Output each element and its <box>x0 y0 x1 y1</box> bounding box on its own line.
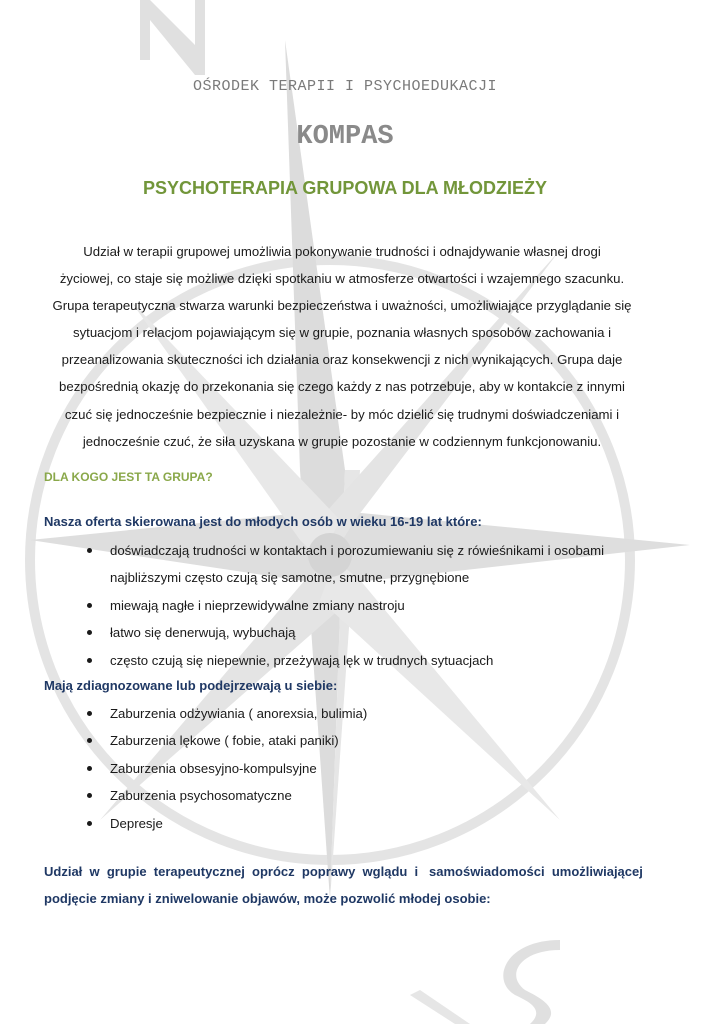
bullet-icon <box>87 548 92 553</box>
list-item <box>80 592 604 619</box>
list-item <box>80 537 604 592</box>
offer-heading: Nasza oferta skierowana jest do młodych osób w wieku 16-19 lat które: <box>44 514 482 529</box>
list-item <box>80 727 367 754</box>
bullet-icon <box>87 630 92 635</box>
list-item-text: Zaburzenia odżywiania ( anorexsia, bulimia) <box>110 706 368 721</box>
bullet-icon <box>87 738 92 743</box>
bullet-icon <box>87 793 92 798</box>
list-item <box>80 810 367 837</box>
list-item-text: Zaburzenia lękowe ( fobie, ataki paniki) <box>110 733 339 749</box>
list-item <box>80 700 367 727</box>
intro-line: jednocześnie czuć, że siła uzyskana w grupie pozostanie w codziennym funkcjonowaniu. <box>82 433 602 449</box>
closing-paragraph <box>44 858 648 913</box>
intro-line: przeanalizowania skuteczności ich działania oraz konsekwencji z nich wynikających. Grupa daje <box>61 352 623 368</box>
intro-paragraph <box>42 238 642 455</box>
list-item-text-continued: najbliższymi często czują się samotne, smutne, przygnębione <box>110 570 470 586</box>
closing-line: Udział w grupie terapeutycznej oprócz poprawy wglądu i samoświadomości umożliwiającej <box>44 864 643 879</box>
bullet-icon <box>87 821 92 826</box>
offer-list <box>80 537 604 674</box>
intro-line: bezpośrednią okazję do przekonania się czego każdy z nas potrzebuje, aby w kontakcie z innymi <box>59 379 625 395</box>
intro-line: Udział w terapii grupowej umożliwia pokonywanie trudności i odnajdywanie własnej drogi <box>83 244 601 259</box>
list-item <box>80 782 367 809</box>
section-heading-audience: DLA KOGO JEST TA GRUPA? <box>44 470 213 484</box>
list-item <box>80 647 604 674</box>
organization-name: OŚRODEK TERAPII I PSYCHOEDUKACJI <box>192 78 498 95</box>
bullet-icon <box>87 766 92 771</box>
list-item-text: Zaburzenia obsesyjno-kompulsyjne <box>110 760 317 776</box>
list-item-text: miewają nagłe i nieprzewidywalne zmiany nastroju <box>110 597 405 613</box>
list-item-text: łatwo się denerwują, wybuchają <box>110 625 296 641</box>
list-item <box>80 755 367 782</box>
list-item-text: doświadczają trudności w kontaktach i porozumiewaniu się z rówieśnikami i osobami <box>110 543 605 558</box>
list-item-text: często czują się niepewnie, przeżywają lęk w trudnych sytuacjach <box>110 652 494 668</box>
intro-line: czuć się jednocześnie bezpiecznie i niezależnie- by móc dzielić się trudnymi doświadczeniami i <box>64 406 620 422</box>
list-item <box>80 619 604 646</box>
list-item-text: Depresje <box>110 815 163 831</box>
bullet-icon <box>87 658 92 663</box>
page-title: PSYCHOTERAPIA GRUPOWA DLA MŁODZIEŻY <box>142 178 547 198</box>
list-item-text: Zaburzenia psychosomatyczne <box>110 788 292 804</box>
intro-line: Grupa terapeutyczna stwarza warunki bezpieczeństwa i uważności, umożliwiające przyglądanie się <box>52 298 632 314</box>
bullet-icon <box>87 711 92 716</box>
brand-name: KOMPAS <box>296 122 394 152</box>
bullet-icon <box>87 603 92 608</box>
intro-line: sytuacjom i relacjom pojawiającym się w grupie, poznania własnych sposobów zachowania i <box>72 325 611 341</box>
intro-line: życiowej, co staje się możliwe dzięki spotkaniu w atmosferze otwartości i wzajemnego szacunku. <box>59 271 625 287</box>
diagnosis-heading: Mają zdiagnozowane lub podejrzewają u siebie: <box>44 678 338 693</box>
closing-line: podjęcie zmiany i zniwelowanie objawów, może pozwolić młodej osobie: <box>44 891 491 907</box>
diagnosis-list <box>80 700 367 837</box>
